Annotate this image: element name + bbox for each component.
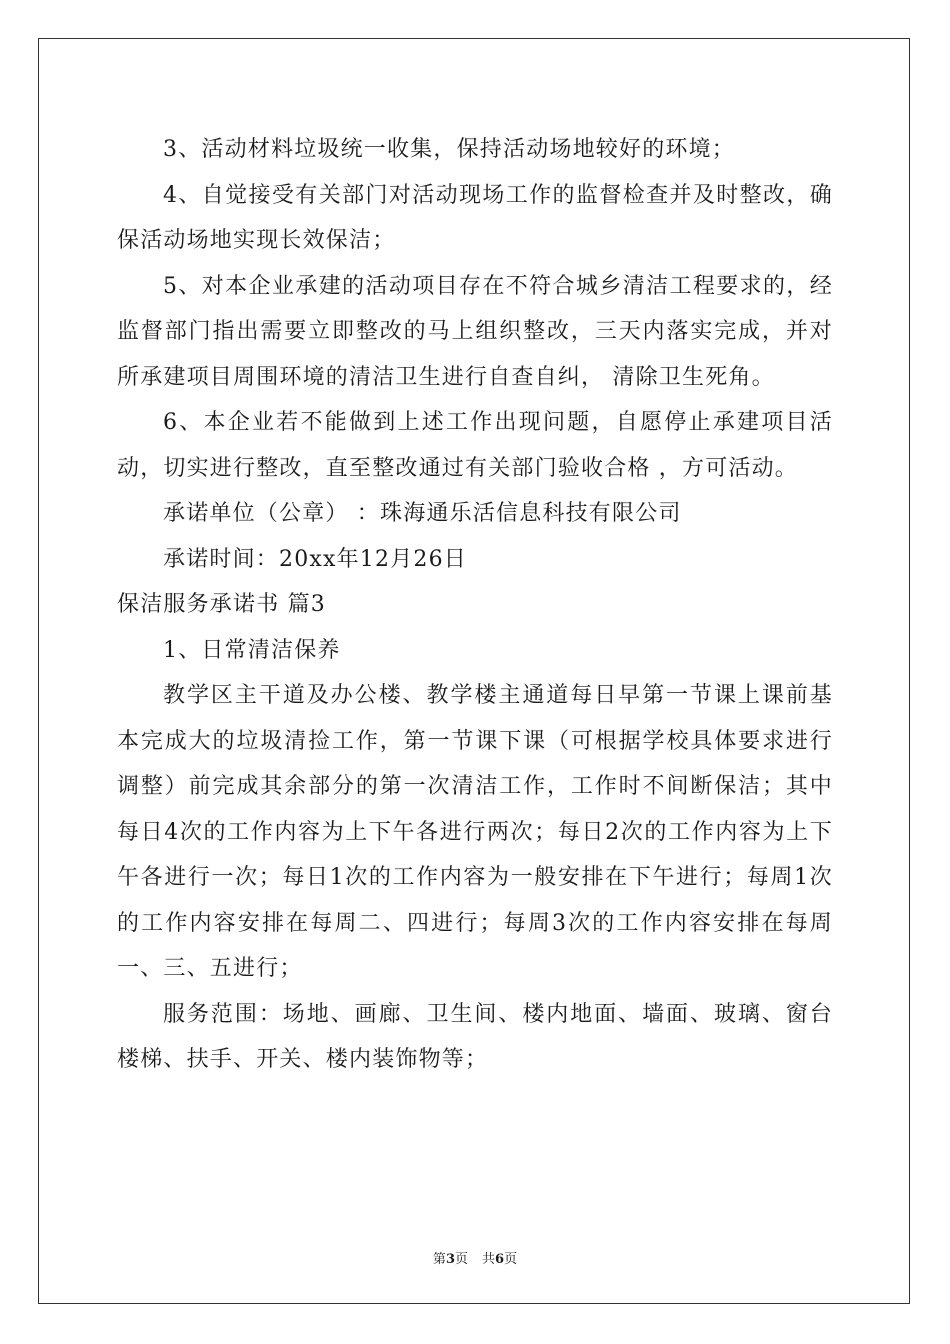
section-title: 保洁服务承诺书 篇3	[117, 592, 326, 617]
page-prefix: 第	[432, 1252, 446, 1267]
page-current: 3	[445, 1252, 455, 1267]
paragraph-item-6: 6、本企业若不能做到上述工作出现问题，自愿停止承建项目活动，切实进行整改，直至整改通过有关部门验收合格 ，方可活动。	[117, 410, 833, 481]
document-body	[117, 127, 833, 1083]
paragraph-schedule: 教学区主干道及办公楼、教学楼主通道每日早第一节课上课前基本完成大的垃圾清捡工作，第一节课下课（可根据学校具体要求进行调整）前完成其余部分的第一次清洁工作，工作时不间断保洁；其中每日4次的工作内容为上下午各进行两次；每日2次的工作内容为上下午各进行一次；每日1次的工作内容为一般安排在下午进行；每周1次的工作内容安排在每周二、四进行；每周3次的工作内容安排在每周一、三、五进行；	[117, 683, 833, 981]
paragraph-item-5: 5、对本企业承建的活动项目存在不符合城乡清洁工程要求的，经监督部门指出需要立即整改的马上组织整改，三天内落实完成，并对所承建项目周围环境的清洁卫生进行自查自纠， 清除卫生死角。	[117, 273, 833, 390]
total-suffix: 页	[504, 1252, 518, 1267]
total-prefix: 共	[482, 1252, 496, 1267]
paragraph-service-scope: 服务范围：场地、画廊、卫生间、楼内地面、墙面、玻璃、窗台楼梯、扶手、开关、楼内装饰物等；	[117, 1001, 833, 1072]
paragraph-item-4: 4、自觉接受有关部门对活动现场工作的监督检查并及时整改，确保活动场地实现长效保洁；	[117, 182, 833, 253]
page-footer	[0, 1248, 950, 1267]
paragraph-item-3: 3、活动材料垃圾统一收集，保持活动场地较好的环境；	[163, 137, 735, 162]
subsection-heading: 1、日常清洁保养	[163, 637, 341, 663]
page-mid: 页	[454, 1252, 468, 1267]
page-total: 6	[495, 1252, 505, 1267]
commitment-unit: 承诺单位（公章） ：珠海通乐活信息科技有限公司	[163, 501, 682, 526]
commitment-date: 承诺时间：20xx年12月26日	[163, 546, 467, 572]
